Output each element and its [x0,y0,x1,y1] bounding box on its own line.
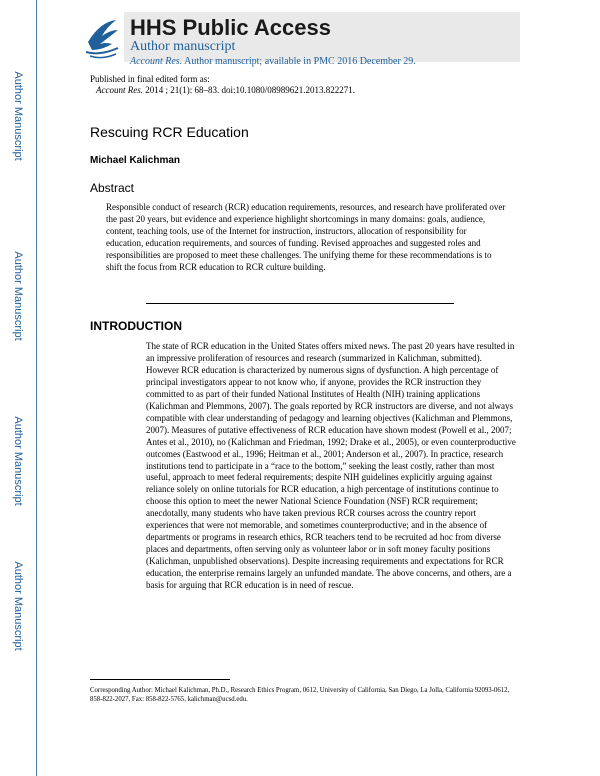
citation-journal: Account Res. [96,85,143,95]
abstract-heading: Abstract [90,181,135,195]
header-subtitle: Author manuscript [130,39,236,54]
publication-citation [96,85,355,95]
hhs-header-banner [80,12,520,67]
sidebar-divider [36,0,37,776]
sidebar-label-1: Author Manuscript [12,71,24,161]
introduction-heading: INTRODUCTION [90,319,182,333]
header-availability-text: Author manuscript; available in PMC 2016 December 29. [184,56,416,67]
article-author: Michael Kalichman [90,155,181,166]
introduction-text: The state of RCR education in the United States offers mixed news. The past 20 years have resulted in an impressive proliferation of resources and research (summarized in Kalichman, submitted). However RCR education is characterized by numerous signs of dysfunction. A high percentage of principal investigators appear to not know who, if anyone, provides the RCR instruction they committed to as part of their funded National Institutes of Health (NIH) training applications (Kalichman and Plemmons, 2007). The goals reported by RCR instructors are diverse, and not always compatible with clear understanding of pedagogy and learning objectives (Kalichman and Plemmons, 2007). Measures of putative effectiveness of RCR education have shown modest (Powell et al., 2007; Antes et al., 2010), no (Kalichman and Friedman, 1992; Drake et al., 2005), or even counterproductive outcomes (Eastwood et al., 1996; Heitman et al., 2001; Anderson et al., 2007). In practice, research institutions tend to participate in a “race to the bottom,” seeking the least costly, rather than most useful, approach to meet federal requirements; despite NIH guidelines explicitly arguing against reliance solely on online tutorials for RCR education, a high percentage of institutions continue to choose this option to meet the newer National Science Foundation (NSF) RCR requirement; anecdotally, many students who have taken previous RCR courses across the country report experiences that were not memorable, and sometimes counterproductive; and in the absence of departments or programs in research ethics, RCR teachers tend to be recruited ad hoc from diverse places and departments, often serving only as volunteer labor or in soft money faculty positions (Kalichman, unpublished observations). Despite increasing requirements and expectations for RCR education, the enterprise remains largely an unfunded mandate. The above concerns, and others, are a basis for arguing that RCR education is in need of rescue. [146,341,516,591]
footnote-divider [90,679,230,680]
sidebar-label-4: Author Manuscript [12,561,24,651]
hhs-eagle-logo-icon [80,12,124,62]
sidebar-label-2: Author Manuscript [12,251,24,341]
abstract-text: Responsible conduct of research (RCR) education requirements, resources, and research have proliferated over the past 20 years, but evidence and experience highlight shortcomings in many domains: goals, audience, content, teaching tools, use of the Internet for instruction, instructors, allocation of responsibility for education, education requirements, and sources of funding. Revised approaches and suggested roles and responsibilities are proposed to meet these challenges. The unifying theme for these recommendations is to shift the focus from RCR education to RCR culture building. [106,202,506,273]
header-journal: Account Res. [130,56,183,67]
article-title: Rescuing RCR Education [90,124,249,140]
sidebar-label-3: Author Manuscript [12,416,24,506]
header-title: HHS Public Access [130,15,331,40]
citation-details: 2014 ; 21(1): 68–83. doi:10.1080/08989621.2013.822271. [145,85,355,95]
header-availability [130,56,416,67]
author-manuscript-sidebar [0,0,36,776]
published-intro: Published in final edited form as: [90,74,210,84]
corresponding-author-footnote: Corresponding Author: Michael Kalichman, Ph.D., Research Ethics Program, 0612, University of California, San Diego, La Jolla, California 92093-0612, 858-822-2027, Fax: 858-822-5765, kalichman@ucsd.edu. [90,687,510,703]
abstract-divider [146,303,454,304]
